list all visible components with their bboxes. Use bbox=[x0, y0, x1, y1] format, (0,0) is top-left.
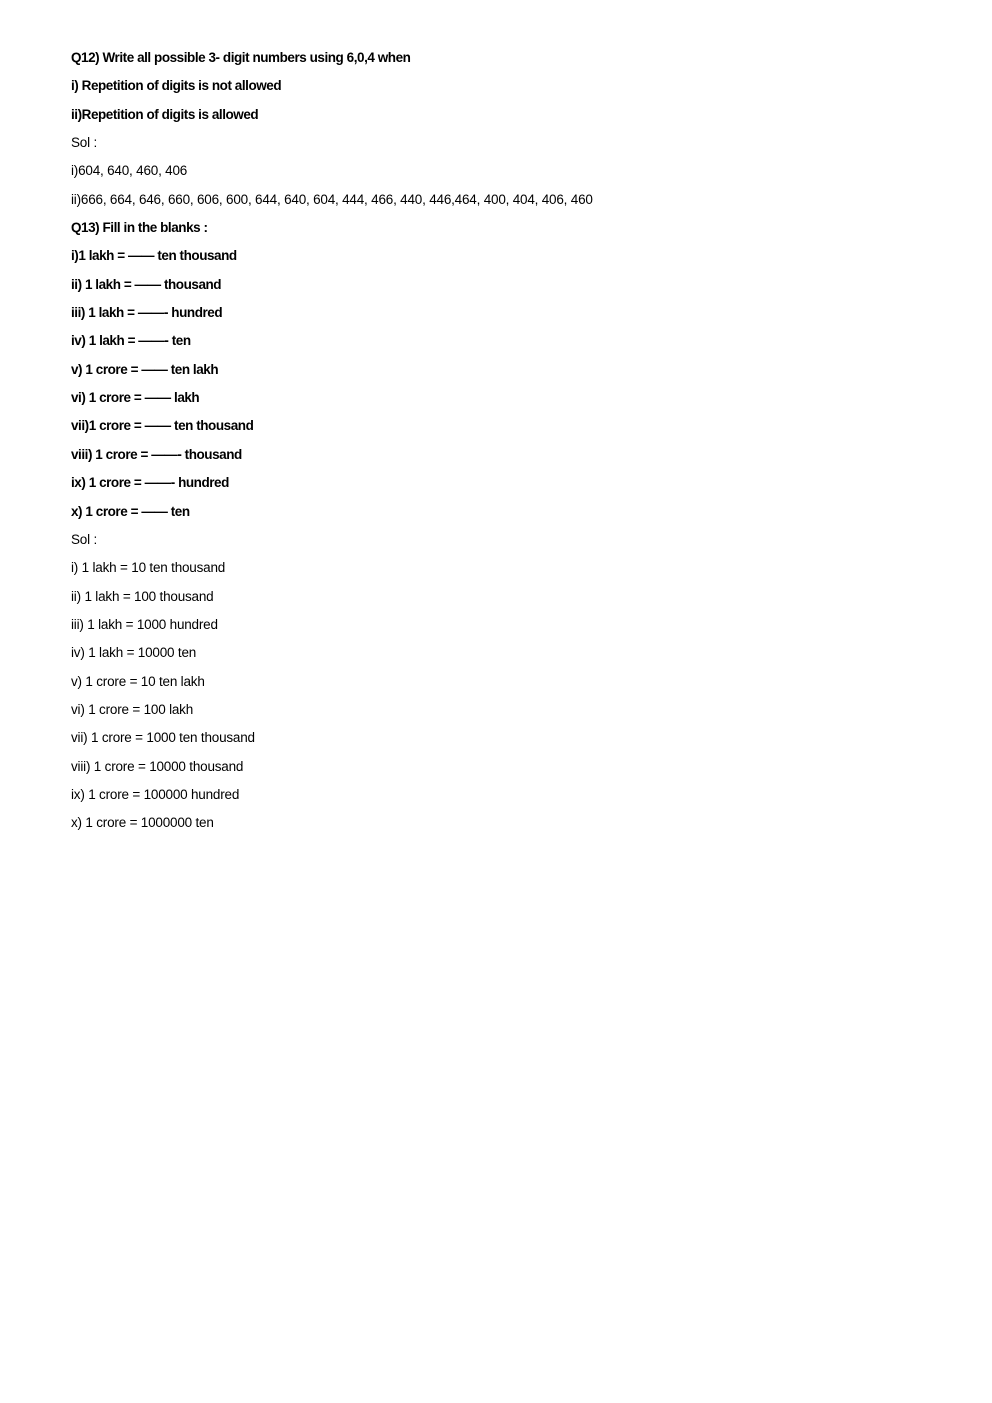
q13-answer-10: x) 1 crore = 1000000 ten bbox=[71, 815, 214, 831]
q13-blank-8: viii) 1 crore = ——- thousand bbox=[71, 446, 242, 462]
q13-blank-3: iii) 1 lakh = ——- hundred bbox=[71, 305, 223, 321]
q13-answer-6: vi) 1 crore = 100 lakh bbox=[71, 701, 194, 717]
q13-blank-6: vi) 1 crore = —— lakh bbox=[71, 390, 200, 406]
q12-part-i: i) Repetition of digits is not allowed bbox=[71, 78, 282, 94]
q13-answer-1: i) 1 lakh = 10 ten thousand bbox=[71, 560, 226, 576]
q13-question: Q13) Fill in the blanks : bbox=[71, 220, 208, 236]
q13-answer-2: ii) 1 lakh = 100 thousand bbox=[71, 588, 214, 604]
q12-sol-label: Sol : bbox=[71, 135, 98, 151]
q13-blank-5: v) 1 crore = —— ten lakh bbox=[71, 361, 219, 377]
q13-blank-1: i)1 lakh = —— ten thousand bbox=[71, 248, 237, 264]
q12-answer-i: i)604, 640, 460, 406 bbox=[71, 163, 188, 179]
document-page bbox=[71, 44, 951, 838]
q13-blank-9: ix) 1 crore = ——- hundred bbox=[71, 475, 229, 491]
q13-answer-9: ix) 1 crore = 100000 hundred bbox=[71, 786, 240, 802]
q12-part-ii: ii)Repetition of digits is allowed bbox=[71, 106, 259, 122]
q13-blank-4: iv) 1 lakh = ——- ten bbox=[71, 333, 191, 349]
q13-answer-7: vii) 1 crore = 1000 ten thousand bbox=[71, 730, 255, 746]
q13-sol-label: Sol : bbox=[71, 531, 98, 547]
q13-answer-8: viii) 1 crore = 10000 thousand bbox=[71, 758, 244, 774]
q13-answer-4: iv) 1 lakh = 10000 ten bbox=[71, 645, 197, 661]
q12-question: Q12) Write all possible 3- digit numbers using 6,0,4 when bbox=[71, 50, 411, 65]
q13-answer-3: iii) 1 lakh = 1000 hundred bbox=[71, 616, 218, 632]
q12-answer-ii: ii)666, 664, 646, 660, 606, 600, 644, 640, 604, 444, 466, 440, 446,464, 400, 404, 406, 460 bbox=[71, 191, 593, 207]
q13-answer-5: v) 1 crore = 10 ten lakh bbox=[71, 673, 205, 689]
q13-blank-10: x) 1 crore = —— ten bbox=[71, 503, 190, 519]
q13-blank-7: vii)1 crore = —— ten thousand bbox=[71, 418, 254, 434]
q13-blank-2: ii) 1 lakh = —— thousand bbox=[71, 276, 222, 292]
